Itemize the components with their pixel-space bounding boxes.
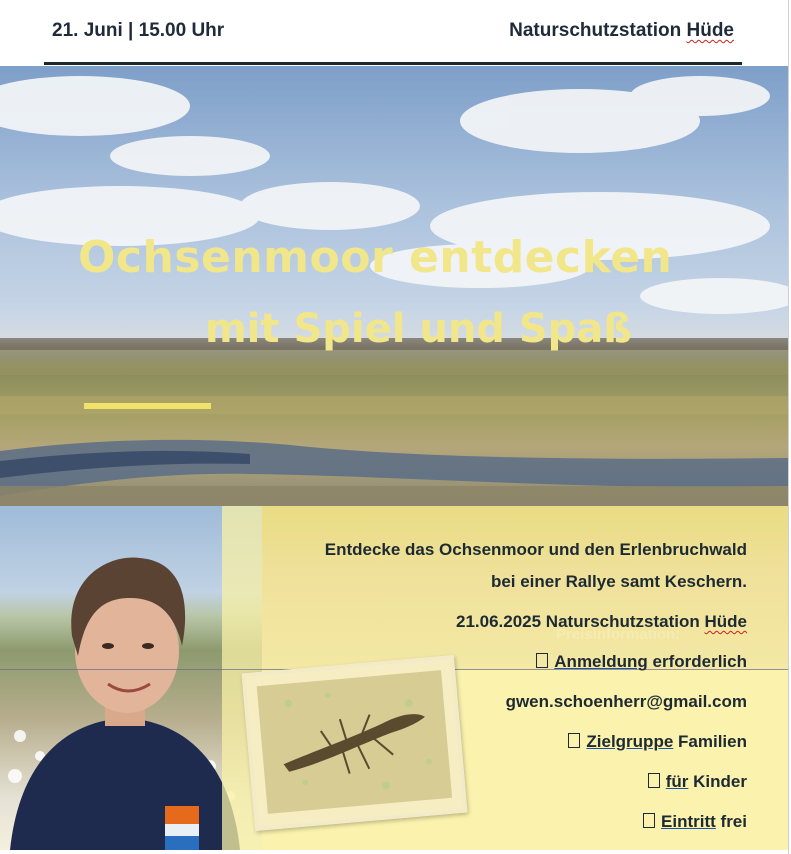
entry-note: [643, 812, 747, 832]
location-name: Hüde: [686, 20, 734, 41]
insect-photo-card: [242, 655, 468, 831]
info-line-1: Entdecke das Ochsenmoor und den Erlenbruchwald: [324, 540, 747, 559]
location-prefix: Naturschutzstation: [509, 20, 682, 41]
entry-rest: frei: [720, 812, 747, 831]
header-divider: [44, 62, 742, 65]
audience-word: Zielgruppe: [586, 732, 674, 751]
contact-email[interactable]: gwen.schoenherr@gmail.com: [505, 692, 747, 711]
audience-rest: Familien: [678, 732, 747, 751]
registration-note: [536, 652, 747, 672]
info-line-2: bei einer Rallye samt Keschern.: [490, 572, 747, 591]
event-title-line1: Ochsenmoor entdecken: [78, 232, 673, 283]
checkbox-icon[interactable]: [648, 773, 660, 788]
event-location: [509, 20, 734, 42]
audience-note: [568, 732, 747, 752]
header: [0, 0, 791, 64]
info-date: 21.06.2025 Naturschutzstation: [456, 612, 700, 631]
price-info-label: Preisinformation:: [556, 626, 681, 643]
accent-bar: [84, 403, 211, 409]
event-date-time: 21. Juni | 15.00 Uhr: [52, 20, 225, 41]
for-word: für: [665, 772, 689, 791]
registration-word: Anmeldung: [554, 652, 648, 671]
info-place: Hüde: [704, 612, 747, 631]
event-title-line2: mit Spiel und Spaß: [205, 306, 633, 352]
registration-rest: erforderlich: [652, 652, 747, 671]
insect-illustration: [257, 670, 452, 814]
hero-image: [0, 66, 788, 506]
insect-photo: [257, 670, 452, 814]
info-section: [0, 506, 788, 850]
checkbox-icon[interactable]: [643, 813, 655, 828]
entry-word: Eintritt: [661, 812, 716, 831]
page-edge: [788, 0, 789, 854]
moor-landscape-illustration: [0, 66, 788, 506]
checkbox-icon[interactable]: [568, 733, 580, 748]
for-rest: Kinder: [693, 772, 747, 791]
for-kids-note: [648, 772, 747, 792]
checkbox-icon[interactable]: [536, 653, 548, 668]
